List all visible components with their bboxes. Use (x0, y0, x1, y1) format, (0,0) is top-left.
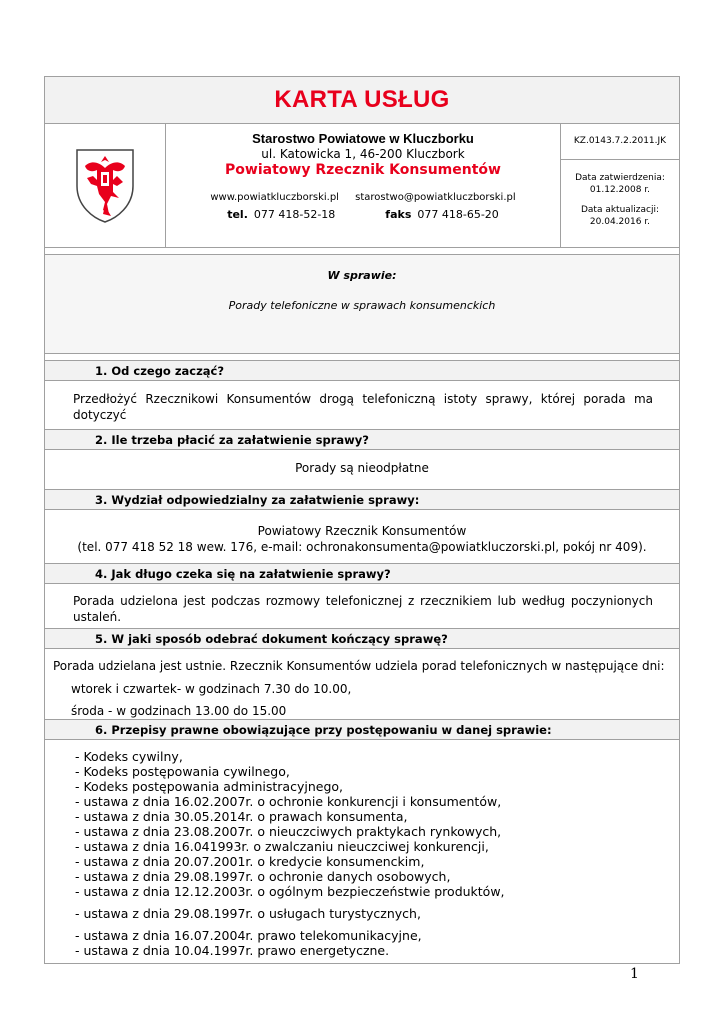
section-4-heading: 4. Jak długo czeka się na załatwienie sprawy? (45, 563, 679, 584)
list-item: - Kodeks postępowania cywilnego, (75, 764, 290, 779)
matter-label: W sprawie: (327, 269, 397, 282)
page-title: KARTA USŁUG (274, 86, 450, 113)
tel-label: tel. (227, 208, 248, 221)
list-item: - ustawa z dnia 16.041993r. o zwalczaniu nieuczciwej konkurencji, (75, 839, 489, 854)
section-3-department: Powiatowy Rzecznik Konsumentów (257, 524, 467, 538)
coat-of-arms-icon (73, 146, 137, 224)
document-dates (561, 160, 679, 228)
meta-cell (561, 123, 679, 247)
list-item: - ustawa z dnia 10.04.1997r. prawo energetyczne. (75, 943, 390, 958)
page-number: 1 (630, 966, 639, 982)
section-6-heading: 6. Przepisy prawne obowiązujące przy postępowaniu w danej sprawie: (45, 719, 679, 740)
approval-label: Data zatwierdzenia: (575, 173, 665, 183)
update-date: 20.04.2016 r. (589, 217, 651, 227)
document-code: KZ.0143.7.2.2011.JK (561, 123, 679, 160)
section-3-heading: 3. Wydział odpowiedzialny za załatwienie sprawy: (45, 489, 679, 510)
update-label: Data aktualizacji: (580, 205, 660, 215)
section-5-heading: 5. W jaki sposób odebrać dokument kończący sprawę? (45, 628, 679, 649)
section-3-contact: (tel. 077 418 52 18 wew. 176, e-mail: ochronakonsumenta@powiatkluczorski.pl, pokój nr 409). (77, 540, 647, 554)
logo-cell (45, 123, 166, 247)
section-1-text: Przedłożyć Rzecznikowi Konsumentów drogą telefoniczną istoty sprawy, której porada ma dotyczyć (73, 392, 653, 422)
list-item: - ustawa z dnia 16.02.2007r. o ochronie konkurencji i konsumentów, (75, 794, 502, 809)
phone-line (166, 208, 560, 221)
section-5-line-3: środa - w godzinach 13.00 do 15.00 (71, 704, 287, 718)
matter-subject: Porady telefoniczne w sprawach konsumenckich (228, 299, 496, 312)
email-link[interactable]: starostwo@powiatkluczborski.pl (355, 192, 516, 203)
fax-number: 077 418-65-20 (417, 208, 499, 221)
section-5-line-2: wtorek i czwartek- w godzinach 7.30 do 10.00, (71, 682, 352, 696)
approval-date: 01.12.2008 r. (589, 185, 651, 195)
contacts-line (166, 192, 560, 203)
list-item: - ustawa z dnia 30.05.2014r. o prawach konsumenta, (75, 809, 408, 824)
matter-box (45, 255, 679, 354)
divider (45, 248, 679, 255)
section-5-line-1: Porada udzielana jest ustnie. Rzecznik Konsumentów udziela porad telefonicznych w następujące dni: (53, 659, 665, 673)
section-2-heading: 2. Ile trzeba płacić za załatwienie sprawy? (45, 429, 679, 450)
list-item: - ustawa z dnia 29.08.1997r. o usługach turystycznych, (75, 906, 421, 921)
list-item: - ustawa z dnia 12.12.2003r. o ogólnym bezpieczeństwie produktów, (75, 884, 505, 899)
law-list (45, 749, 679, 958)
list-item: - ustawa z dnia 23.08.2007r. o nieuczciwych praktykach rynkowych, (75, 824, 502, 839)
section-2-text: Porady są nieodpłatne (295, 461, 429, 475)
header-row (45, 123, 679, 248)
title-bar (45, 77, 679, 124)
tel-number: 077 418-52-18 (253, 208, 336, 221)
fax-label: faks (385, 208, 412, 221)
list-item: - ustawa z dnia 20.07.2001r. o kredycie konsumenckim, (75, 854, 425, 869)
department-name: Powiatowy Rzecznik Konsumentów (225, 162, 501, 178)
website-link[interactable]: www.powiatkluczborski.pl (210, 192, 339, 203)
list-item: - Kodeks postępowania administracyjnego, (75, 779, 343, 794)
list-item: - Kodeks cywilny, (75, 749, 183, 764)
service-card (44, 76, 680, 964)
list-item: - ustawa z dnia 16.07.2004r. prawo telekomunikacyjne, (75, 928, 422, 943)
section-1-heading: 1. Od czego zacząć? (45, 360, 679, 381)
office-address: ul. Katowicka 1, 46-200 Kluczbork (261, 147, 465, 161)
office-info (166, 123, 561, 247)
list-item: - ustawa z dnia 29.08.1997r. o ochronie danych osobowych, (75, 869, 451, 884)
office-name: Starostwo Powiatowe w Kluczborku (252, 131, 474, 146)
section-4-text: Porada udzielona jest podczas rozmowy telefonicznej z rzecznikiem lub według poczynionych ustaleń. (73, 594, 653, 624)
